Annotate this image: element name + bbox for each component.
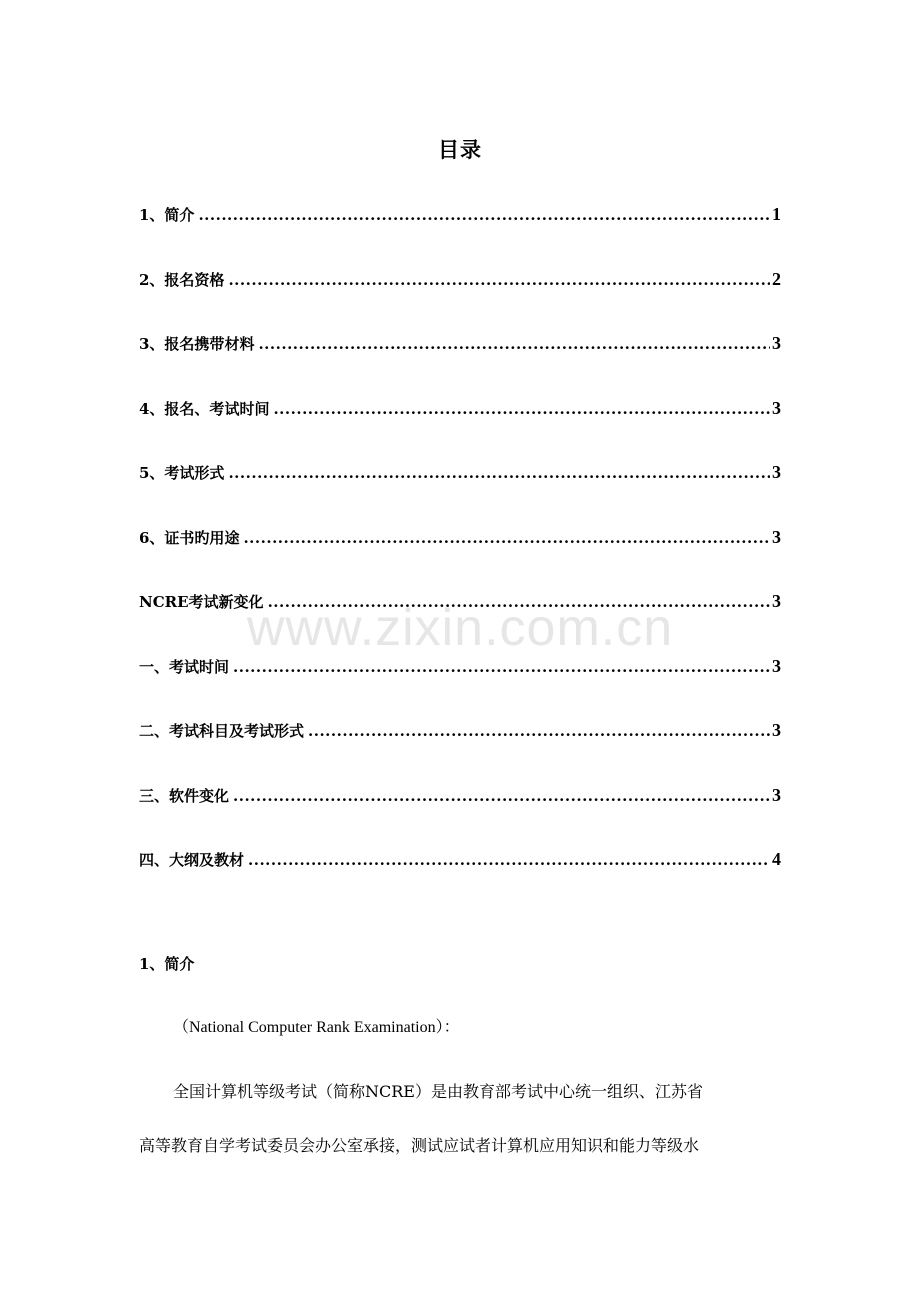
- toc-entry-label: NCRE考试新变化: [139, 593, 264, 611]
- toc-dot-leader: [228, 269, 770, 291]
- toc-page-number: 3: [772, 462, 781, 482]
- toc-page-number: 3: [772, 655, 781, 676]
- body-paragraph: （National Computer Rank Examination）：: [173, 1019, 460, 1036]
- toc-page-number: 3: [772, 397, 781, 418]
- toc-dot-leader: [233, 785, 770, 807]
- body-paragraph: 全国计算机等级考试（简称NCRE）是由教育部考试中心统一组织、江苏省: [173, 1082, 703, 1101]
- toc-page-number: 3: [772, 526, 781, 547]
- toc-dot-leader: [228, 462, 770, 484]
- toc-dot-leader: [198, 204, 770, 226]
- toc-entry-label: 6、证书旳用途: [139, 528, 240, 547]
- toc-entry-label: 3、报名携带材料: [139, 335, 255, 353]
- toc-entry-5[interactable]: [139, 461, 781, 526]
- toc-page-number: 2: [772, 268, 781, 289]
- toc-dot-leader: [258, 333, 770, 355]
- toc-entry-10[interactable]: [139, 784, 781, 849]
- body-paragraph: 高等教育自学考试委员会办公室承接，测试应试者计算机应用知识和能力等级水: [139, 1136, 700, 1155]
- toc-entry-9[interactable]: [139, 719, 781, 784]
- toc-entry-label: 4、报名、考试时间: [139, 399, 270, 418]
- watermark: www.zixin.com.cn: [246, 599, 674, 657]
- toc-page-number: 3: [772, 784, 781, 805]
- toc-entry-label: 一、考试时间: [139, 657, 230, 676]
- toc-entry-7[interactable]: [139, 590, 781, 655]
- toc-entry-4[interactable]: [139, 397, 781, 462]
- toc-page-number: 3: [772, 591, 781, 611]
- toc-entry-11[interactable]: [139, 848, 781, 913]
- toc-entry-6[interactable]: [139, 526, 781, 591]
- toc-title: 目录: [438, 137, 482, 162]
- toc-entry-label: 三、软件变化: [139, 786, 230, 805]
- table-of-contents: [139, 203, 781, 913]
- toc-dot-leader: [243, 527, 770, 549]
- toc-dot-leader: [308, 720, 770, 742]
- toc-entry-label: 5、考试形式: [139, 464, 225, 482]
- toc-page-number: 1: [772, 204, 781, 224]
- toc-dot-leader: [233, 656, 770, 678]
- toc-entry-label: 1、简介: [139, 206, 195, 224]
- toc-page-number: 3: [772, 333, 781, 353]
- toc-dot-leader: [248, 849, 770, 871]
- toc-entry-2[interactable]: [139, 268, 781, 333]
- toc-dot-leader: [273, 398, 770, 420]
- toc-entry-label: 2、报名资格: [139, 270, 225, 289]
- toc-entry-3[interactable]: [139, 332, 781, 397]
- toc-page-number: 3: [772, 720, 781, 740]
- toc-entry-label: 二、考试科目及考试形式: [139, 722, 305, 740]
- toc-entry-8[interactable]: [139, 655, 781, 720]
- toc-dot-leader: [268, 591, 770, 613]
- toc-page-number: 4: [772, 849, 781, 869]
- toc-entry-1[interactable]: [139, 203, 781, 268]
- toc-entry-label: 四、大纲及教材: [139, 851, 245, 869]
- section-heading: 1、简介: [139, 955, 195, 973]
